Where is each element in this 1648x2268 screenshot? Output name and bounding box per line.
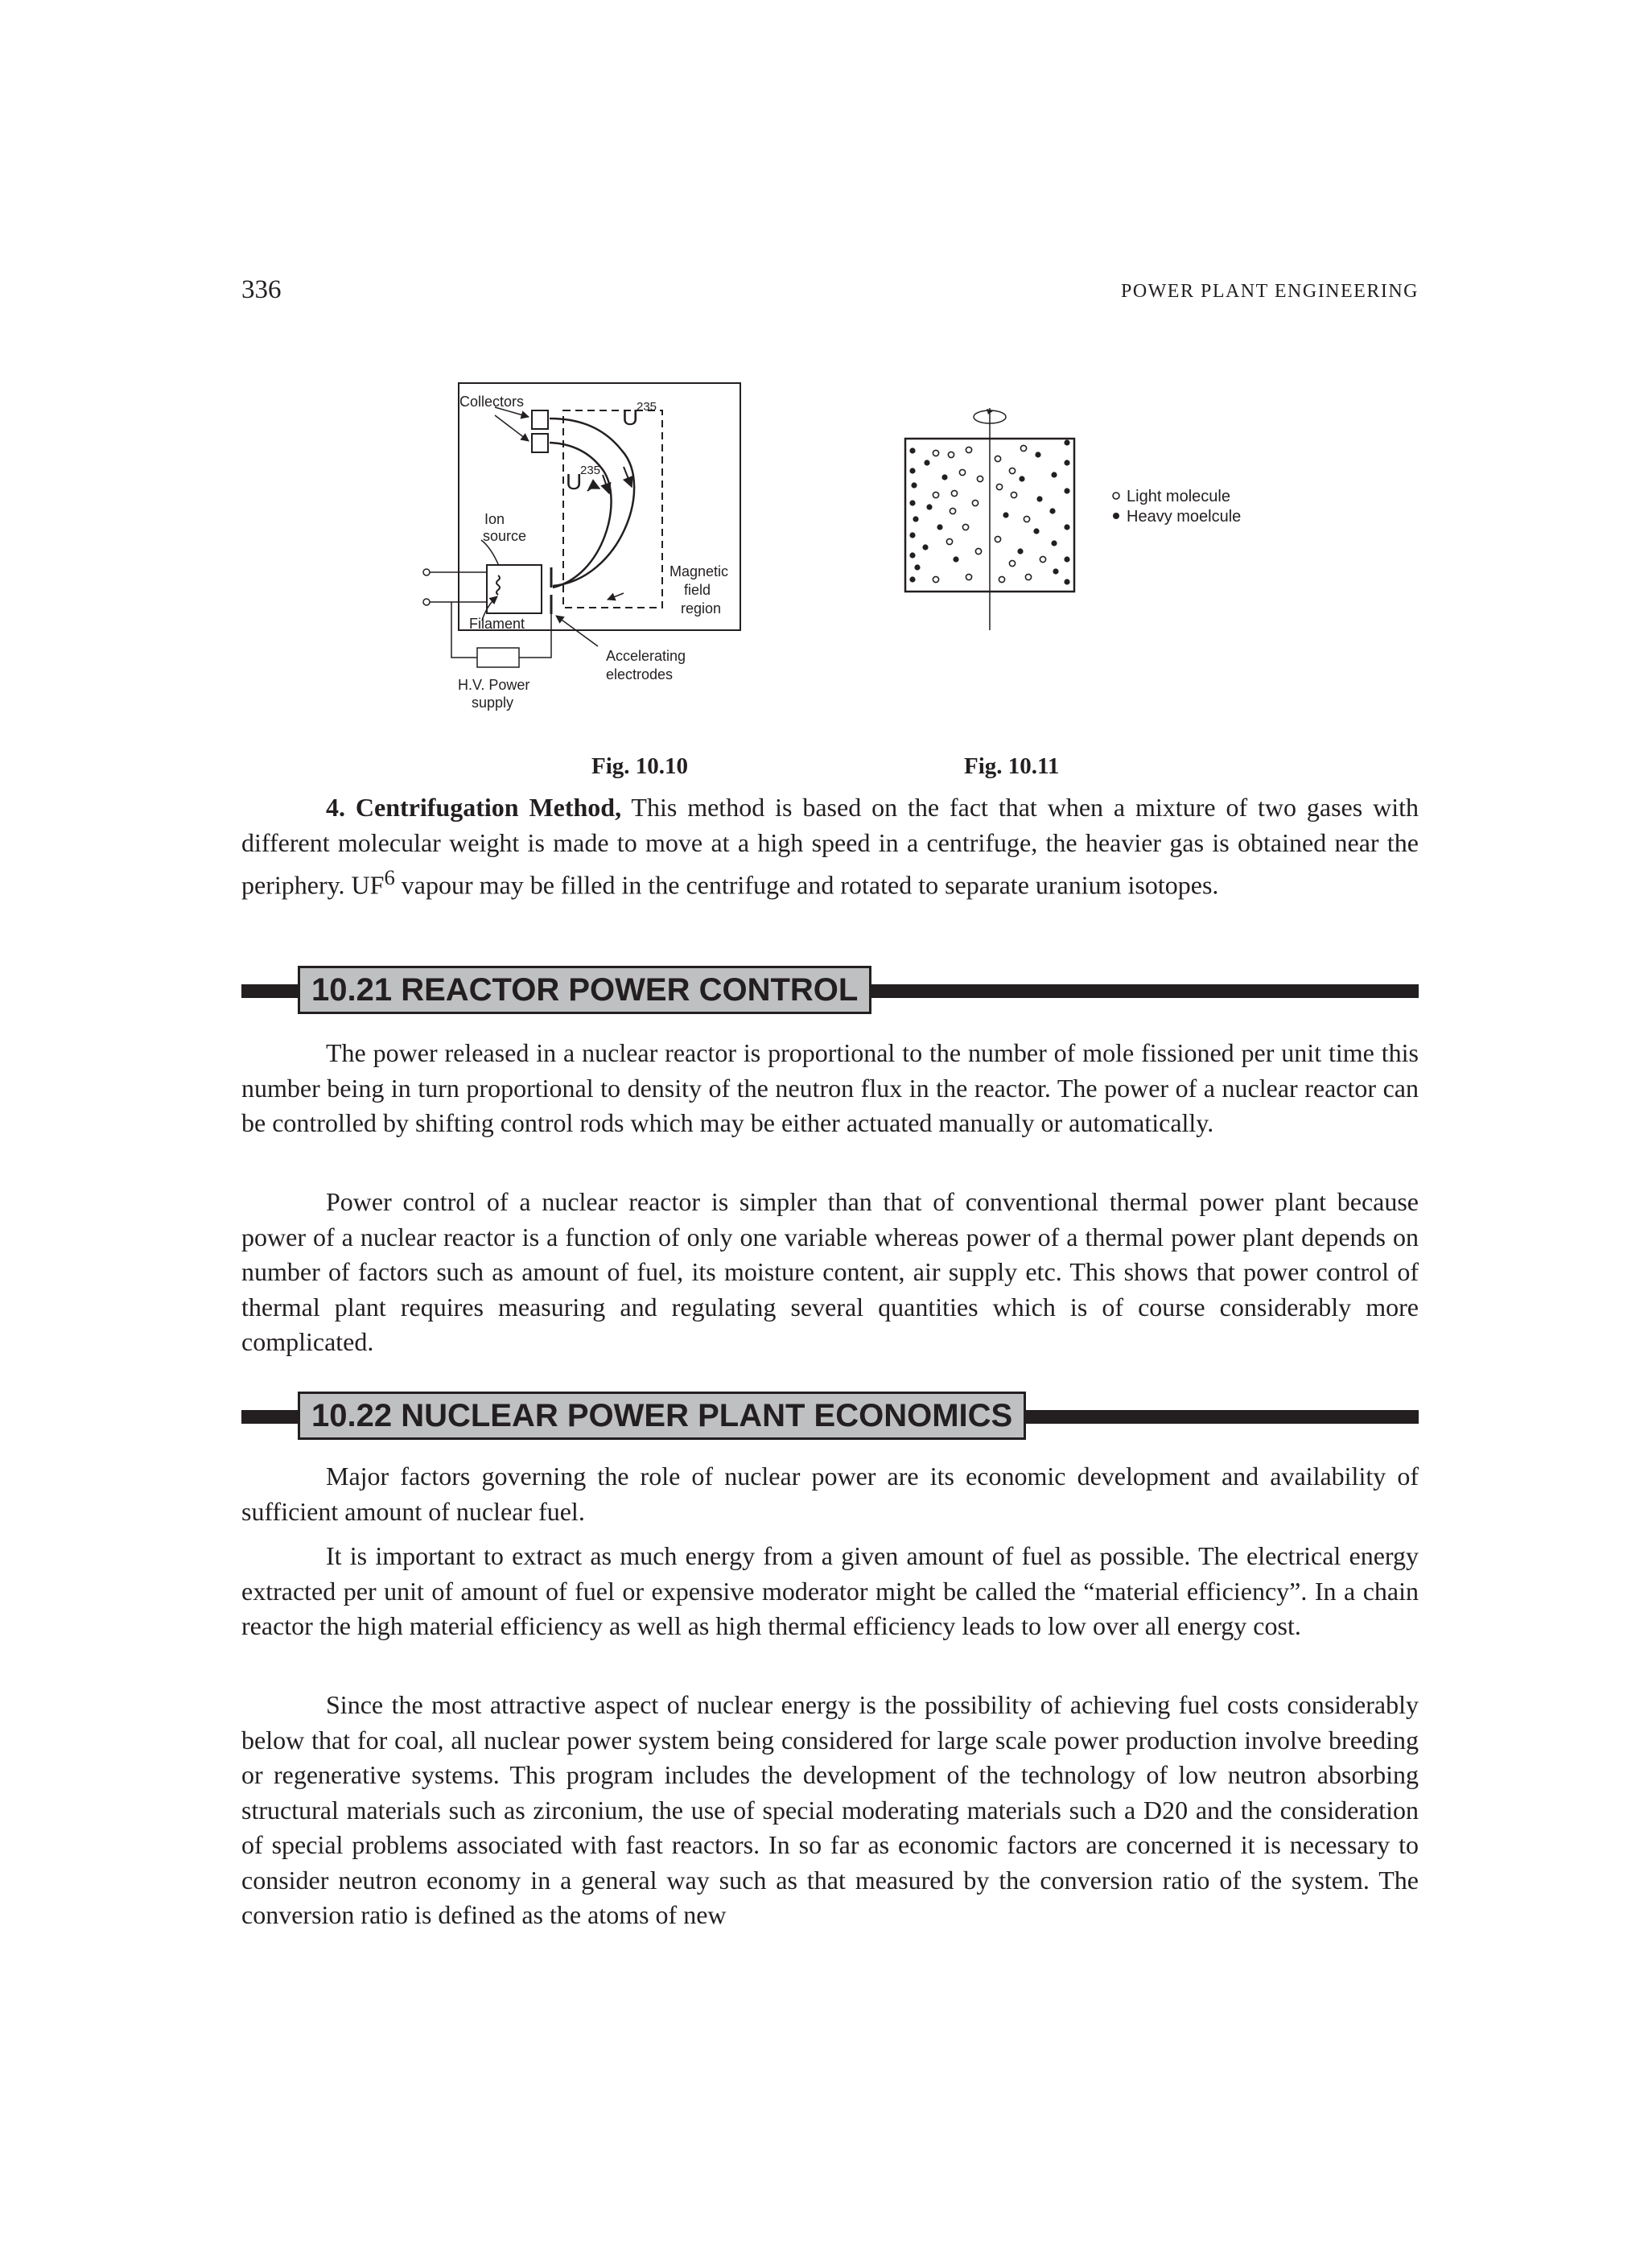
label-hv-power: H.V. Power <box>458 677 530 693</box>
paragraph-centrifugation <box>241 790 1419 903</box>
label-u-outer: U <box>622 405 639 430</box>
ion-source-box <box>487 565 542 613</box>
label-u-inner: U <box>566 469 583 494</box>
label-collectors: Collectors <box>459 394 525 410</box>
section-title-10-21: 10.21 REACTOR POWER CONTROL <box>298 966 871 1014</box>
section-header-10-22 <box>241 1392 1419 1438</box>
page-number: 336 <box>241 275 282 304</box>
paragraph-control-1: The power released in a nuclear reactor is proportional to the number of mole fissioned per unit time this number being in turn proportional to density of the neutron flux in the reactor. The power of a nuclear reactor can be controlled by shifting control rods which may be either actuated manually or automatically. <box>241 1038 1419 1137</box>
u235-arrow <box>587 488 599 491</box>
label-supply: supply <box>472 695 514 711</box>
paragraph-economics-2: It is important to extract as much energy from a given amount of fuel as possible. The electrical energy extracted per unit of amount of fuel or expensive moderator might be called the “material efficiency”. In a chain reactor the high material efficiency as well as high thermal efficiency leads to low over all energy cost. <box>241 1541 1419 1640</box>
label-electrodes: electrodes <box>606 666 674 682</box>
running-head: POWER PLANT ENGINEERING <box>1120 281 1419 302</box>
legend-light-label: Light molecule <box>1127 488 1230 505</box>
label-filament: Filament <box>469 616 525 632</box>
label-region: region <box>681 600 722 616</box>
label-u-outer-sup: 235 <box>637 400 657 414</box>
figure-10-10-caption: Fig. 10.10 <box>591 753 689 779</box>
paragraph-economics-3: Since the most attractive aspect of nuclear energy is the possibility of achieving fuel costs considerably below that for coal, all nuclear power system being considered for large scale power production involve breeding or regenerative systems. This program includes the development of the technology of low neutron absorbing structural materials such as zirconium, the use of special moderating materials such a D20 and the consideration of special problems associated with fast reactors. In so far as economic factors are concerned it is necessary to consider neutron economy in a general way such as that measured by the conversion ratio of the system. The conversion ratio is defined as the atoms of new <box>241 1690 1419 1929</box>
collector-box-bottom <box>532 434 548 452</box>
label-u-inner-sup: 235 <box>580 464 601 477</box>
section-header-10-21 <box>241 966 1419 1012</box>
paragraph-economics-1: Major factors governing the role of nuclear power are its economic development and availability of sufficient amount of nuclear fuel. <box>241 1462 1419 1526</box>
section-title-10-22: 10.22 NUCLEAR POWER PLANT ECONOMICS <box>298 1392 1026 1440</box>
centrifugation-text-2: vapour may be filled in the centrifuge and rotated to separate uranium isotopes. <box>394 870 1219 900</box>
label-source: source <box>483 528 527 544</box>
label-ion: Ion <box>484 511 505 527</box>
centrifugation-sup: 6 <box>384 865 395 889</box>
label-accelerating: Accelerating <box>606 648 686 664</box>
label-field: field <box>684 582 711 598</box>
figure-10-11-caption: Fig. 10.11 <box>964 753 1060 779</box>
legend-light-marker <box>1113 493 1119 499</box>
label-magnetic: Magnetic <box>670 563 729 579</box>
legend-heavy-marker <box>1113 513 1119 519</box>
legend-heavy-label: Heavy moelcule <box>1127 508 1242 526</box>
figure-10-11-diagram <box>885 398 1263 640</box>
centrifugation-text-1: This method is based on the fact that when a mixture of two gases with different molecular weight is made to move at a high speed in a centrifuge, the heavier gas is obtained near the periphery. UF <box>241 793 1419 900</box>
collector-box-top <box>532 410 548 429</box>
centrifugation-heading: 4. Centrifugation Method, <box>326 793 622 822</box>
paragraph-control-2: Power control of a nuclear reactor is simpler than that of conventional thermal power plant because power of a nuclear reactor is a function of only one variable whereas power of a thermal power plant depends on number of factors such as amount of fuel, its moisture content, air supply etc. This shows that power control of thermal plant requires measuring and regulating several quantities which is of course considerably more complicated. <box>241 1187 1419 1356</box>
figure-10-10-diagram <box>414 374 744 720</box>
